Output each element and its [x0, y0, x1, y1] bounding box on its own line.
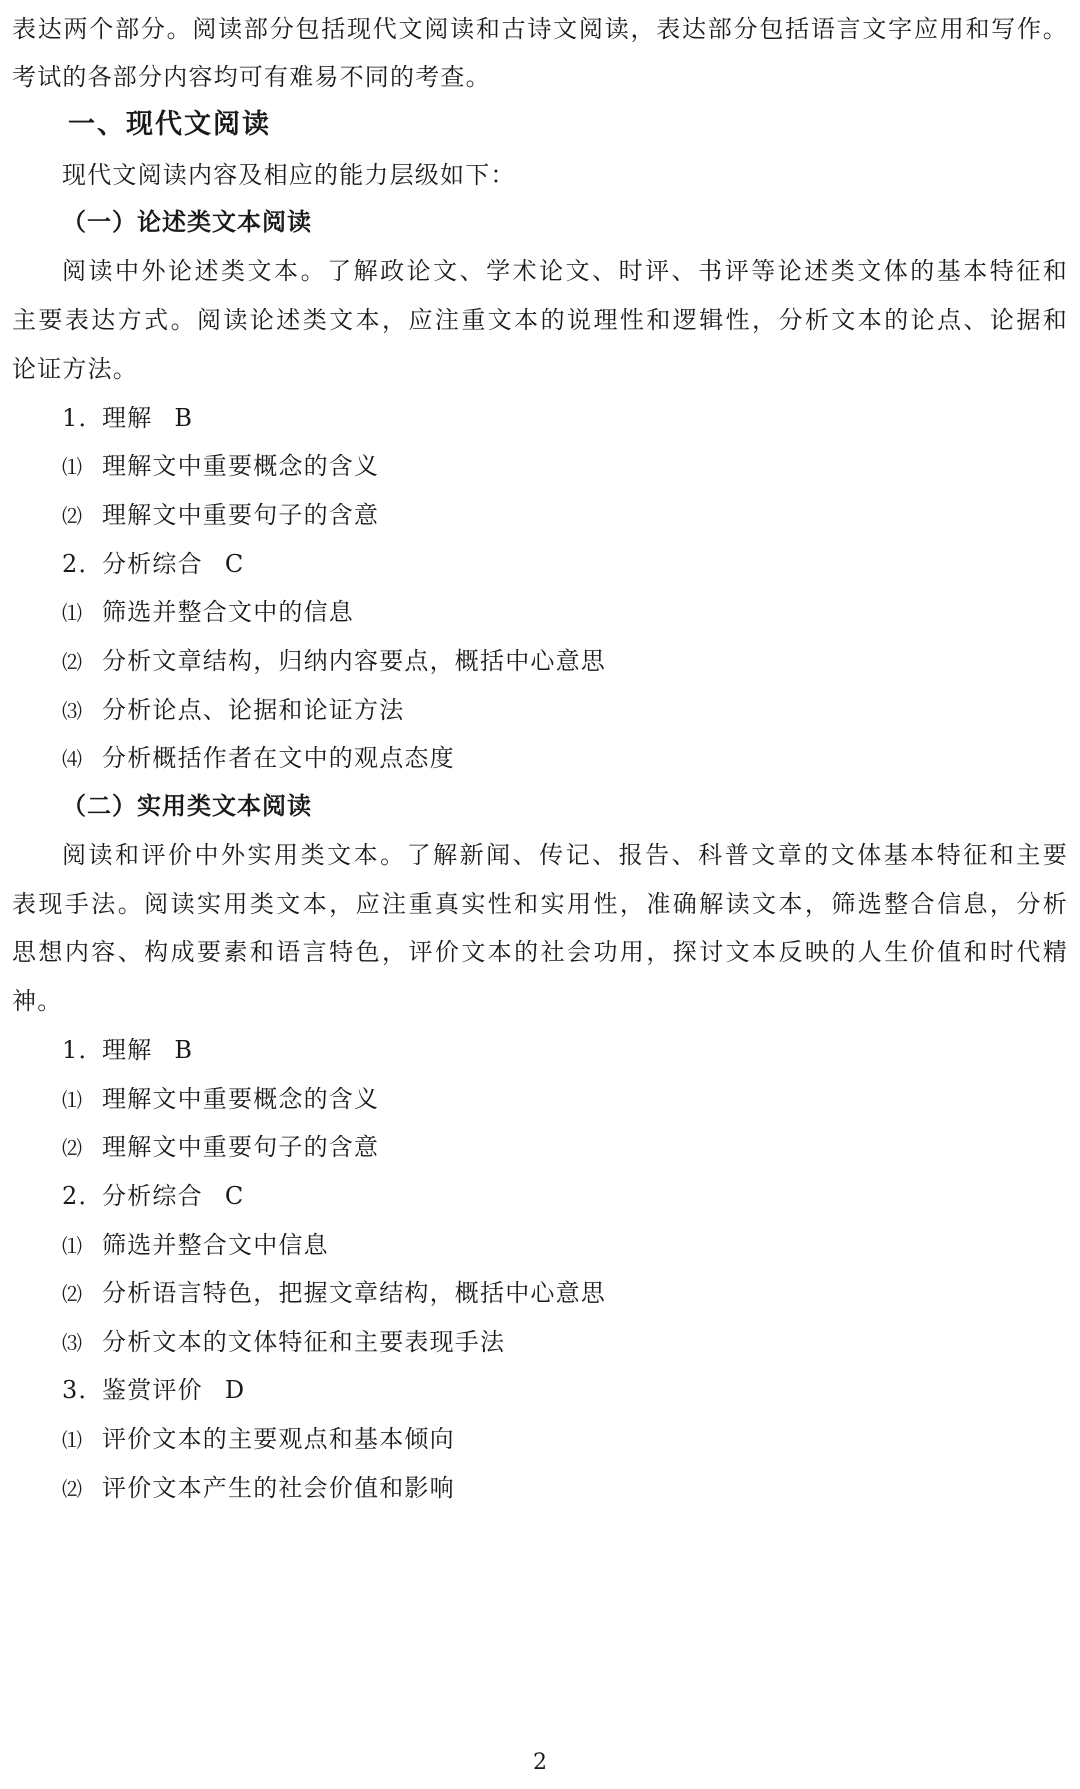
- sub-item-number: ⑴: [62, 1428, 84, 1452]
- sub-item-text: 分析文章结构，归纳内容要点，概括中心意思: [102, 647, 606, 675]
- sub-item-number: ⑵: [62, 504, 84, 528]
- sub-item: [62, 597, 354, 628]
- item-label: 分析综合: [102, 550, 203, 578]
- sub-item-number: ⑵: [62, 650, 84, 674]
- paragraph-line: 阅读中外论述类文本。了解政论文、学术论文、时评、书评等论述类文体的基本特征和: [62, 257, 1068, 285]
- item-number: 1．: [62, 404, 104, 432]
- list-item: [62, 1181, 244, 1211]
- sub-item-number: ⑴: [62, 455, 84, 479]
- item-number: 1．: [62, 1036, 104, 1064]
- ability-level: D: [224, 1376, 246, 1404]
- sub-item-number: ⑵: [62, 1477, 84, 1501]
- sub-item-text: 评价文本的主要观点和基本倾向: [102, 1425, 455, 1453]
- sub-item-number: ⑶: [62, 699, 84, 723]
- ability-level: B: [174, 1036, 194, 1064]
- sub-item: [62, 1132, 379, 1163]
- intro-line-2: 考试的各部分内容均可有难易不同的考查。: [12, 63, 491, 91]
- item-label: 分析综合: [102, 1182, 203, 1210]
- sub-item-text: 分析语言特色，把握文章结构，概括中心意思: [102, 1279, 606, 1307]
- sub-item-number: ⑶: [62, 1331, 84, 1355]
- paragraph-line: 表现手法。阅读实用类文本，应注重真实性和实用性，准确解读文本，筛选整合信息，分析: [12, 890, 1068, 918]
- sub-item: [62, 1278, 606, 1309]
- sub-item: [62, 500, 379, 531]
- sub-item-text: 理解文中重要句子的含意: [102, 501, 380, 529]
- sub-item-number: ⑴: [62, 601, 84, 625]
- sub-item-text: 分析论点、论据和论证方法: [102, 696, 405, 724]
- sub-item: [62, 743, 455, 774]
- list-item: [62, 1035, 193, 1065]
- paragraph-line: 主要表达方式。阅读论述类文本，应注重文本的说理性和逻辑性，分析文本的论点、论据和: [12, 306, 1068, 334]
- page-number: 2: [533, 1750, 547, 1775]
- subsection-heading: （一）论述类文本阅读: [62, 208, 312, 236]
- ability-level: B: [174, 404, 194, 432]
- sub-item-text: 筛选并整合文中的信息: [102, 598, 354, 626]
- item-label: 理解: [102, 404, 153, 432]
- sub-item-text: 理解文中重要概念的含义: [102, 452, 380, 480]
- sub-item: [62, 695, 404, 726]
- item-label: 鉴赏评价: [102, 1376, 203, 1404]
- item-number: 2．: [62, 1182, 104, 1210]
- sub-item-text: 理解文中重要概念的含义: [102, 1085, 380, 1113]
- item-number: 2．: [62, 550, 104, 578]
- item-label: 理解: [102, 1036, 153, 1064]
- paragraph-line: 思想内容、构成要素和语言特色，评价文本的社会功用，探讨文本反映的人生价值和时代精: [12, 938, 1068, 966]
- sub-item: [62, 1084, 379, 1115]
- list-item: [62, 1375, 245, 1405]
- section-heading: 一、现代文阅读: [68, 109, 271, 140]
- paragraph-line: 论证方法。: [12, 355, 138, 383]
- intro-line-1: 表达两个部分。阅读部分包括现代文阅读和古诗文阅读，表达部分包括语言文字应用和写作。: [12, 15, 1068, 43]
- sub-item-text: 评价文本产生的社会价值和影响: [102, 1474, 455, 1502]
- sub-item: [62, 1424, 455, 1455]
- sub-item: [62, 1473, 455, 1504]
- sub-item-number: ⑴: [62, 1088, 84, 1112]
- sub-item: [62, 1230, 329, 1261]
- sub-item: [62, 646, 606, 677]
- section-intro: 现代文阅读内容及相应的能力层级如下：: [62, 161, 516, 189]
- sub-item-number: ⑵: [62, 1136, 84, 1160]
- paragraph-line: 神。: [12, 987, 63, 1015]
- paragraph-line: 阅读和评价中外实用类文本。了解新闻、传记、报告、科普文章的文体基本特征和主要: [62, 841, 1068, 869]
- list-item: [62, 403, 193, 433]
- subsection-heading: （二）实用类文本阅读: [62, 792, 312, 820]
- sub-item-text: 分析文本的文体特征和主要表现手法: [102, 1328, 506, 1356]
- list-item: [62, 549, 244, 579]
- ability-level: C: [224, 1182, 245, 1210]
- sub-item: [62, 451, 379, 482]
- item-number: 3．: [62, 1376, 104, 1404]
- sub-item-text: 分析概括作者在文中的观点态度: [102, 744, 455, 772]
- sub-item-text: 理解文中重要句子的含意: [102, 1133, 380, 1161]
- sub-item-number: ⑴: [62, 1234, 84, 1258]
- ability-level: C: [224, 550, 245, 578]
- sub-item: [62, 1327, 505, 1358]
- sub-item-number: ⑵: [62, 1282, 84, 1306]
- sub-item-number: ⑷: [62, 747, 84, 771]
- sub-item-text: 筛选并整合文中信息: [102, 1231, 329, 1259]
